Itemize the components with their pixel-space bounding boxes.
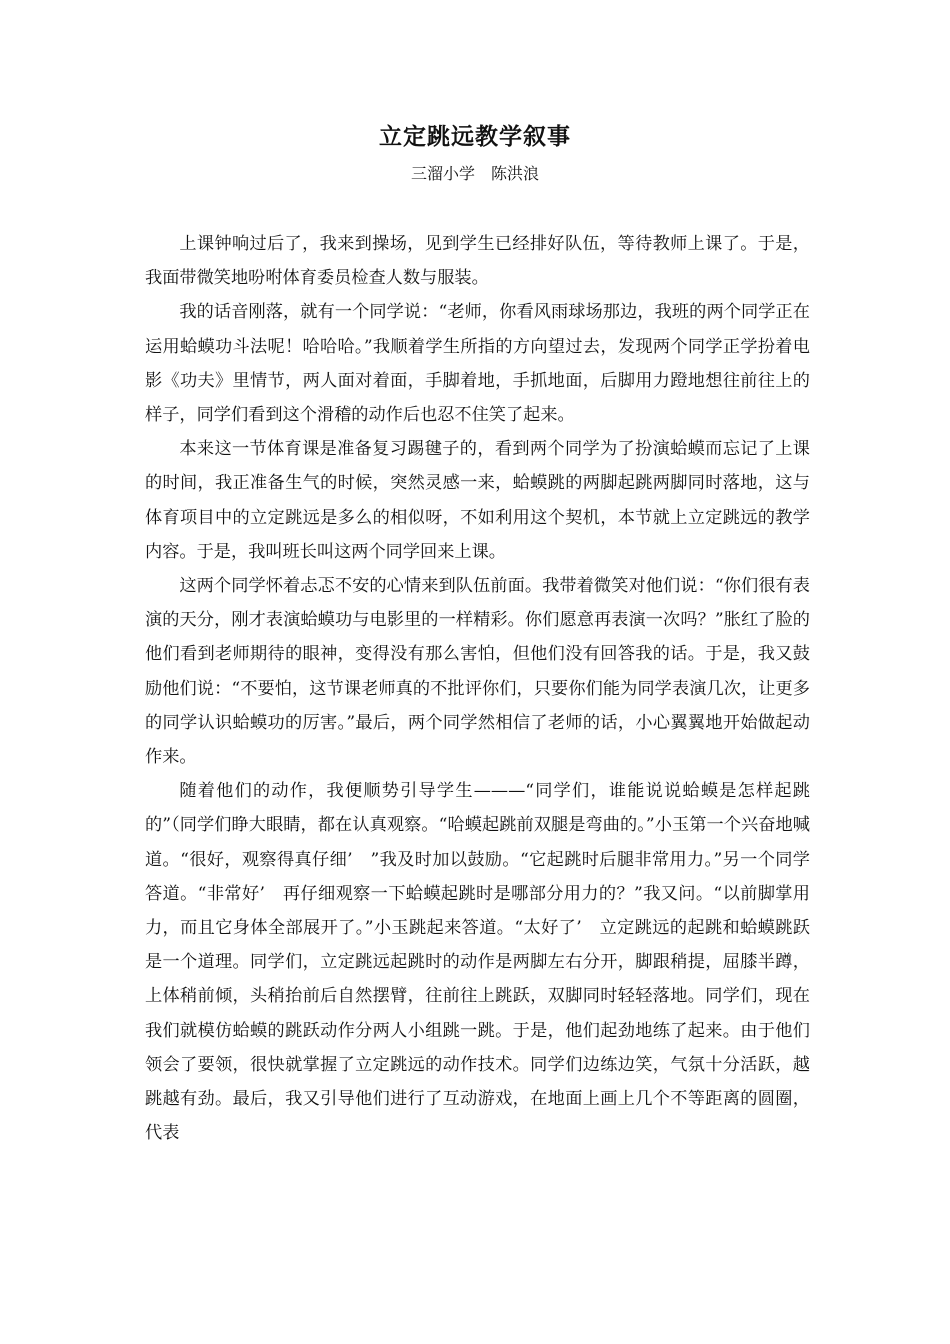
body-text <box>145 227 810 1150</box>
paragraph: 我的话音刚落，就有一个同学说：“老师，你看风雨球场那边，我班的两个同学正在运用蛤蟆功斗法呢！哈哈哈。”我顺着学生所指的方向望过去，发现两个同学正学扮着电影《功夫》里情节，两人面对着面，手脚着地，手抓地面，后脚用力蹬地想往前往上的样子，同学们看到这个滑稽的动作后也忍不住笑了起来。 <box>145 302 810 426</box>
document-title: 立定跳远教学叙事 <box>379 123 571 150</box>
paragraph: 这两个同学怀着忐忑不安的心情来到队伍前面。我带着微笑对他们说：“你们很有表演的天分，刚才表演蛤蟆功与电影里的一样精彩。你们愿意再表演一次吗？”胀红了脸的他们看到老师期待的眼神，变得没有那么害怕，但他们没有回答我的话。于是，我又鼓励他们说：“不要怕，这节课老师真的不批评你们，只要你们能为同学表演几次，让更多的同学认识蛤蟆功的厉害。”最后，两个同学然相信了老师的话，小心翼翼地开始做起动作来。 <box>145 576 810 768</box>
paragraph: 随着他们的动作，我便顺势引导学生———“同学们，谁能说说蛤蟆是怎样起跳的”（同学们睁大眼睛，都在认真观察。“哈蟆起跳前双腿是弯曲的。”小玉第一个兴奋地喊道。“很好，观察得真仔细’ ”我及时加以鼓励。“它起跳时后腿非常用力。”另一个同学答道。“非常好’ 再仔细观察一下蛤蟆起跳时是哪部分用力的？”我又问。“以前脚掌用力，而且它身体全部展开了。”小玉跳起来答道。“太好了’ 立定跳远的起跳和蛤蟆跳跃是一个道理。同学们，立定跳远起跳时的动作是两脚左右分开，脚跟稍提，屈膝半蹲，上体稍前倾，头稍抬前后自然摆臂，往前往上跳跃，双脚同时轻轻落地。同学们，现在我们就模仿蛤蟆的跳跃动作分两人小组跳一跳。于是，他们起劲地练了起来。由于他们领会了要领，很快就掌握了立定跳远的动作技术。同学们边练边笑，气氛十分活跃，越跳越有劲。最后，我又引导他们进行了互动游戏，在地面上画上几个不等距离的圆圈，代表 <box>145 781 810 1144</box>
author-byline: 三溜小学 陈洪浪 <box>410 164 539 183</box>
paragraph: 上课钟响过后了，我来到操场，见到学生已经排好队伍，等待教师上课了。于是，我面带微笑地吩咐体育委员检查人数与服装。 <box>145 234 810 289</box>
paragraph: 本来这一节体育课是准备复习踢毽子的，看到两个同学为了扮演蛤蟆而忘记了上课的时间，我正准备生气的时候，突然灵感一来，蛤蟆跳的两脚起跳两脚同时落地，这与体育项目中的立定跳远是多么的相似呀，不如利用这个契机，本节就上立定跳远的教学内容。于是，我叫班长叫这两个同学回来上课。 <box>145 439 810 562</box>
